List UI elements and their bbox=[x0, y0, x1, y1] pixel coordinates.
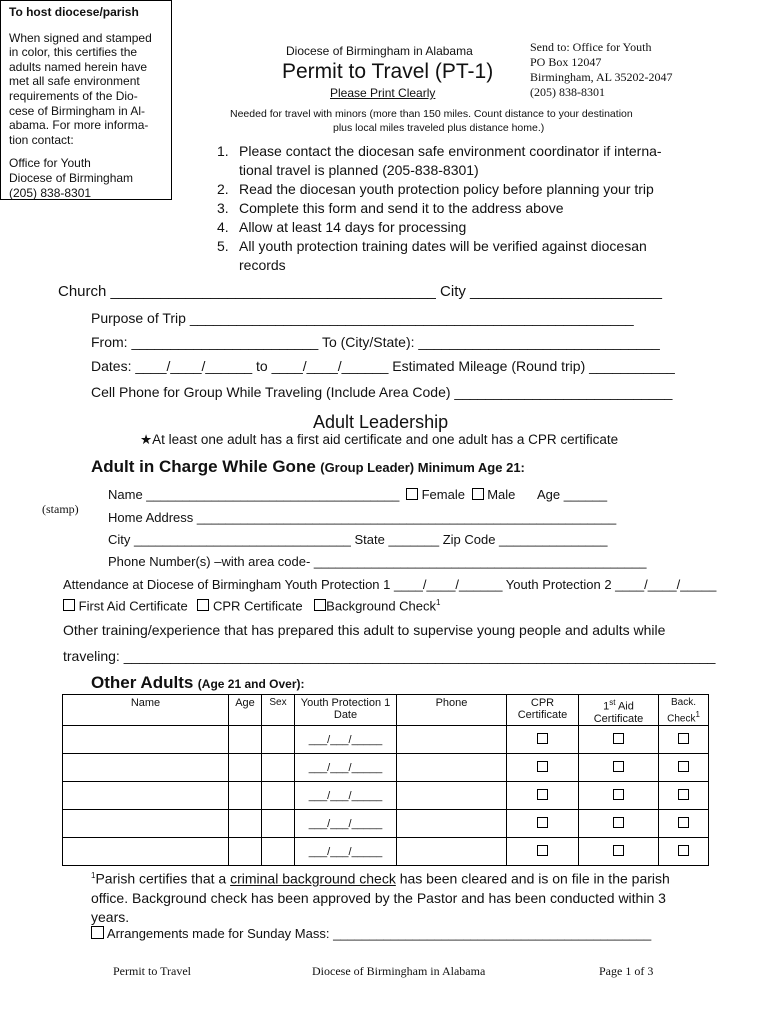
first-aid-checkbox[interactable] bbox=[613, 761, 624, 772]
cpr-cell bbox=[507, 838, 579, 866]
table-row bbox=[63, 838, 709, 866]
needed-note-line1: Needed for travel with minors (more than 150 miles. Count distance to your destination bbox=[230, 108, 633, 120]
step-text: Allow at least 14 days for processing bbox=[239, 219, 467, 235]
table-row bbox=[63, 782, 709, 810]
sunday-mass-row bbox=[91, 926, 651, 941]
background-checkbox[interactable] bbox=[678, 817, 689, 828]
background-footnote bbox=[91, 866, 670, 927]
send-to-line: Birmingham, AL 35202-2047 bbox=[530, 70, 673, 84]
col-first-aid-sup: st bbox=[609, 698, 616, 707]
col-youth-protection bbox=[295, 695, 397, 726]
footnote-text: has been cleared and is on file in the parish bbox=[395, 870, 670, 887]
male-label: Male bbox=[487, 487, 516, 502]
phone-cell[interactable] bbox=[397, 726, 507, 754]
age-cell[interactable] bbox=[229, 726, 262, 754]
certificates-row bbox=[63, 598, 440, 613]
background-cell bbox=[659, 810, 709, 838]
first-aid-cell bbox=[579, 810, 659, 838]
cpr-cell bbox=[507, 810, 579, 838]
host-box-line: When signed and stamped bbox=[9, 30, 152, 45]
step-item bbox=[217, 237, 662, 256]
col-back-line: Check bbox=[667, 713, 696, 725]
host-box-line: adults named herein have bbox=[9, 59, 148, 74]
first-aid-cpr-note: ★At least one adult has a first aid certificate and one adult has a CPR certificate bbox=[140, 432, 619, 447]
cpr-checkbox[interactable] bbox=[537, 845, 548, 856]
first-aid-cell bbox=[579, 782, 659, 810]
name-cell[interactable] bbox=[63, 838, 229, 866]
yp-date-cell[interactable]: ___/___/_____ bbox=[295, 782, 397, 810]
phone-cell[interactable] bbox=[397, 754, 507, 782]
first-aid-cell bbox=[579, 754, 659, 782]
step-text: Complete this form and send it to the address above bbox=[239, 200, 564, 216]
yp-date-cell[interactable]: ___/___/_____ bbox=[295, 810, 397, 838]
sex-cell[interactable] bbox=[262, 726, 295, 754]
adult-in-charge-subtitle: (Group Leader) Minimum Age 21: bbox=[320, 460, 525, 475]
col-yp-line: Youth Protection 1 bbox=[300, 697, 391, 709]
cpr-checkbox[interactable] bbox=[537, 733, 548, 744]
cpr-cell bbox=[507, 726, 579, 754]
col-first-aid bbox=[579, 695, 659, 726]
sex-cell[interactable] bbox=[262, 838, 295, 866]
col-back-sup: 1 bbox=[695, 710, 700, 719]
female-label: Female bbox=[421, 487, 465, 502]
criminal-background-check-text: criminal background check bbox=[230, 870, 396, 887]
adult-in-charge-heading bbox=[91, 457, 525, 477]
footnote-line: years. bbox=[91, 908, 130, 925]
step-number: 4. bbox=[217, 219, 229, 235]
cpr-checkbox[interactable] bbox=[537, 817, 548, 828]
background-checkbox[interactable] bbox=[678, 733, 689, 744]
col-first-aid-line: Aid bbox=[615, 700, 634, 713]
col-sex: Sex bbox=[262, 695, 295, 726]
host-box-line: tion contact: bbox=[9, 132, 74, 147]
footnote-marker: 1 bbox=[436, 598, 441, 607]
first-aid-checkbox[interactable] bbox=[63, 599, 75, 611]
footnote-marker: 1 bbox=[91, 871, 96, 880]
col-first-aid-line: Certificate bbox=[593, 712, 644, 725]
host-box-line: met all safe environment bbox=[9, 74, 140, 89]
age-cell[interactable] bbox=[229, 838, 262, 866]
host-box-line: abama. For more informa- bbox=[9, 118, 149, 133]
step-text: tional travel is planned (205-838-8301) bbox=[239, 162, 479, 178]
home-address-field[interactable]: Home Address __________________________________________________________ bbox=[108, 510, 617, 525]
name-cell[interactable] bbox=[63, 726, 229, 754]
sex-cell[interactable] bbox=[262, 810, 295, 838]
step-item bbox=[217, 180, 662, 199]
send-to-line: (205) 838-8301 bbox=[530, 85, 605, 99]
other-training-label: Other training/experience that has prepared this adult to supervise young people and adults while bbox=[63, 622, 666, 638]
step-text: Read the diocesan youth protection policy before planning your trip bbox=[239, 181, 654, 197]
host-box-line: requirements of the Dio- bbox=[9, 88, 138, 103]
adult-in-charge-title: Adult in Charge While Gone bbox=[91, 457, 316, 476]
background-cell bbox=[659, 754, 709, 782]
host-box-line: in color, this certifies the bbox=[9, 45, 138, 60]
other-adults-title: Other Adults bbox=[91, 673, 194, 692]
cpr-label: CPR Certificate bbox=[212, 598, 303, 614]
leader-name-field[interactable]: Name ___________________________________ bbox=[108, 487, 400, 502]
cpr-checkbox[interactable] bbox=[197, 599, 209, 611]
host-box-heading: To host diocese/parish bbox=[9, 5, 139, 19]
background-checkbox[interactable] bbox=[678, 789, 689, 800]
name-cell[interactable] bbox=[63, 782, 229, 810]
step-text: Please contact the diocesan safe environment coordinator if interna- bbox=[239, 143, 662, 159]
from-to-field[interactable]: From: ________________________ To (City/State): _______________________________ bbox=[91, 334, 660, 350]
first-aid-checkbox[interactable] bbox=[613, 845, 624, 856]
step-number: 3. bbox=[217, 200, 229, 216]
male-checkbox[interactable] bbox=[472, 488, 484, 500]
col-phone: Phone bbox=[397, 695, 507, 726]
send-to-address bbox=[530, 40, 673, 100]
sunday-mass-checkbox[interactable] bbox=[91, 926, 104, 939]
footer-left: Permit to Travel bbox=[113, 964, 192, 978]
traveling-field[interactable]: traveling: ____________________________________________________________________________ bbox=[63, 648, 716, 664]
leader-name-row bbox=[108, 487, 607, 502]
phone-numbers-field[interactable]: Phone Number(s) –with area code- ______________________________________________ bbox=[108, 554, 647, 569]
first-aid-cell bbox=[579, 726, 659, 754]
footnote-text: Parish certifies that a bbox=[95, 870, 231, 887]
step-item bbox=[217, 142, 662, 161]
step-number: 2. bbox=[217, 181, 229, 197]
other-adults-table bbox=[62, 694, 709, 866]
other-adults-heading bbox=[91, 673, 304, 693]
name-cell[interactable] bbox=[63, 754, 229, 782]
host-box-line: cese of Birmingham in Al- bbox=[9, 103, 146, 118]
sex-cell[interactable] bbox=[262, 754, 295, 782]
name-cell[interactable] bbox=[63, 810, 229, 838]
yp-date-cell[interactable]: ___/___/_____ bbox=[295, 726, 397, 754]
host-box-contact: Diocese of Birmingham bbox=[9, 170, 134, 185]
other-adults-subtitle: (Age 21 and Over): bbox=[197, 677, 305, 691]
age-cell[interactable] bbox=[229, 754, 262, 782]
yp-date-cell[interactable]: ___/___/_____ bbox=[295, 754, 397, 782]
first-aid-cell bbox=[579, 838, 659, 866]
background-cell bbox=[659, 782, 709, 810]
col-cpr-line: Certificate bbox=[517, 709, 568, 721]
church-city-field[interactable]: Church _______________________________________ City _______________________ bbox=[58, 283, 662, 300]
col-yp-line: Date bbox=[333, 709, 358, 721]
cpr-checkbox[interactable] bbox=[537, 789, 548, 800]
step-text: All youth protection training dates will be verified against diocesan bbox=[239, 238, 647, 254]
background-cell bbox=[659, 726, 709, 754]
yp-date-cell[interactable]: ___/___/_____ bbox=[295, 838, 397, 866]
female-checkbox[interactable] bbox=[406, 488, 418, 500]
col-name: Name bbox=[63, 695, 229, 726]
step-text: records bbox=[239, 257, 286, 273]
steps-list bbox=[217, 142, 662, 275]
adult-leadership-title: Adult Leadership bbox=[313, 412, 449, 432]
print-note: Please Print Clearly bbox=[330, 86, 436, 100]
purpose-field[interactable]: Purpose of Trip _________________________________________________________ bbox=[91, 310, 634, 326]
youth-protection-attendance-field[interactable]: Attendance at Diocese of Birmingham Youth Protection 1 ____/____/______ Youth Protection 2 ____/____/_____ bbox=[63, 577, 717, 592]
background-check-checkbox[interactable] bbox=[314, 599, 326, 611]
city-state-zip-field[interactable]: City ______________________________ State _______ Zip Code _______________ bbox=[108, 532, 608, 547]
col-first-aid-line: 1 bbox=[603, 700, 610, 713]
age-cell[interactable] bbox=[229, 782, 262, 810]
send-to-line: PO Box 12047 bbox=[530, 55, 602, 69]
table-row bbox=[63, 810, 709, 838]
first-aid-label: First Aid Certificate bbox=[78, 598, 188, 614]
phone-cell[interactable] bbox=[397, 810, 507, 838]
step-number: 5. bbox=[217, 238, 229, 254]
col-back-line: Back. bbox=[670, 697, 696, 708]
background-checkbox[interactable] bbox=[678, 761, 689, 772]
col-background-check bbox=[659, 695, 709, 726]
send-to-line: Send to: Office for Youth bbox=[530, 40, 652, 54]
cpr-checkbox[interactable] bbox=[537, 761, 548, 772]
footer-page-number: Page 1 of 3 bbox=[599, 964, 654, 978]
first-aid-checkbox[interactable] bbox=[613, 733, 624, 744]
age-cell[interactable] bbox=[229, 810, 262, 838]
sex-cell[interactable] bbox=[262, 782, 295, 810]
dates-mileage-field[interactable]: Dates: ____/____/______ to ____/____/______ Estimated Mileage (Round trip) ___________ bbox=[91, 358, 675, 374]
page-title: Permit to Travel (PT-1) bbox=[282, 60, 494, 83]
phone-cell[interactable] bbox=[397, 782, 507, 810]
col-cpr-line: CPR bbox=[530, 697, 555, 709]
host-box-contact: (205) 838-8301 bbox=[9, 185, 92, 200]
table-row bbox=[63, 726, 709, 754]
footnote-line: office. Background check has been approved by the Pastor and has been conducted within 3 bbox=[91, 889, 666, 906]
cpr-cell bbox=[507, 754, 579, 782]
needed-note-line2: plus local miles traveled plus distance home.) bbox=[333, 122, 545, 134]
footer-center: Diocese of Birmingham in Alabama bbox=[312, 964, 486, 978]
col-cpr bbox=[507, 695, 579, 726]
table-header-row bbox=[63, 695, 709, 726]
background-checkbox[interactable] bbox=[678, 845, 689, 856]
step-item bbox=[217, 199, 662, 218]
table-row bbox=[63, 754, 709, 782]
step-number: 1. bbox=[217, 143, 229, 159]
leader-age-field[interactable]: Age ______ bbox=[537, 487, 608, 502]
cpr-cell bbox=[507, 782, 579, 810]
host-diocese-box bbox=[0, 0, 172, 200]
stamp-area: (stamp) bbox=[42, 502, 79, 516]
background-cell bbox=[659, 838, 709, 866]
col-age: Age bbox=[229, 695, 262, 726]
phone-cell[interactable] bbox=[397, 838, 507, 866]
diocese-name: Diocese of Birmingham in Alabama bbox=[286, 44, 473, 58]
first-aid-checkbox[interactable] bbox=[613, 817, 624, 828]
host-box-contact: Office for Youth bbox=[9, 156, 91, 171]
first-aid-checkbox[interactable] bbox=[613, 789, 624, 800]
sunday-mass-field[interactable]: Arrangements made for Sunday Mass: ____________________________________________ bbox=[106, 926, 652, 941]
cell-phone-field[interactable]: Cell Phone for Group While Traveling (Include Area Code) ____________________________ bbox=[91, 384, 673, 400]
background-check-label: Background Check bbox=[326, 598, 437, 614]
footnote-line bbox=[91, 866, 670, 889]
step-item bbox=[217, 218, 662, 237]
